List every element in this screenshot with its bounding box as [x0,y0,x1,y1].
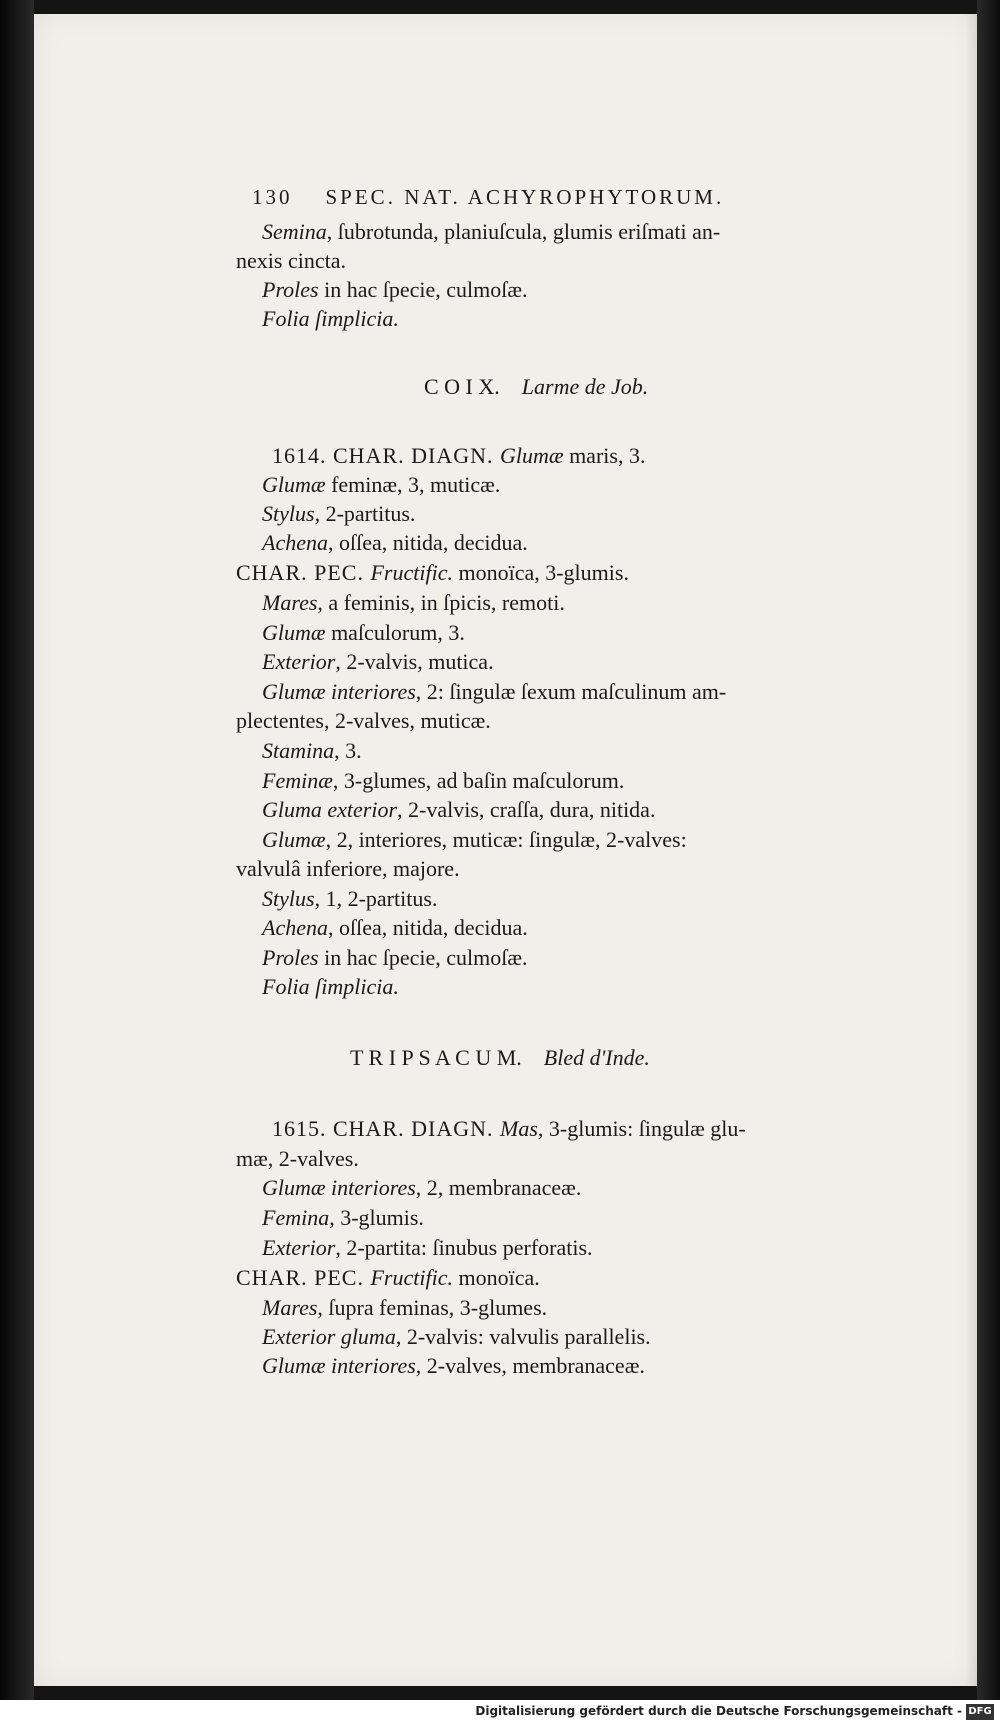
term: Exterior [262,1235,336,1260]
text-line [236,855,460,883]
text-line [262,678,726,706]
entry-lead: CHAR. PEC. [236,1265,371,1290]
text: plectentes, 2-valves, muticæ. [236,708,491,733]
text-line [262,885,437,913]
entry-lead: 1615. CHAR. DIAGN. [272,1116,500,1141]
text-line [236,1145,359,1173]
term: Glumæ interiores [262,1353,416,1378]
text: mæ, 2-valves. [236,1146,359,1171]
text: monoïca. [452,1265,540,1290]
text: nexis cincta. [236,248,346,273]
text: , ſubrotunda, planiuſcula, glumis eriſmati an- [326,219,721,244]
digitization-footer [0,1700,1000,1727]
genus-name: C O I X. [424,374,500,399]
text: maris, 3. [563,443,646,468]
text: , oſſea, nitida, decidua. [327,915,528,940]
text-line [262,1174,581,1202]
text: valvulâ inferiore, majore. [236,856,460,881]
genus-name: T R I P S A C U M. [350,1045,522,1070]
text-line [262,737,362,765]
genus-heading-tripsacum [350,1044,650,1072]
text-line [262,1352,645,1380]
term: Mares [262,590,318,615]
footer-credit: Digitalisierung gefördert durch die Deutsche Forschungsgemeinschaft - [475,1704,962,1718]
genus-heading-coix [424,373,648,401]
text: , 1, 2-partitus. [314,886,438,911]
text-line [262,973,399,1001]
text-line [262,796,655,824]
vernacular-name: Bled d'Inde. [543,1045,650,1070]
term: Stylus [262,501,315,526]
text-line [272,1115,746,1143]
text: , ſupra feminas, 3-glumes. [317,1295,548,1320]
text-line [236,559,629,587]
text-line [262,914,528,942]
text: , 2-valvis: valvulis parallelis. [395,1324,651,1349]
text: , 2-valves, membranaceæ. [415,1353,645,1378]
text: maſculorum, 3. [325,620,465,645]
term: Glumæ [500,443,564,468]
text-line [236,707,491,735]
text-line [272,442,645,470]
text: , 2, interiores, muticæ: ſingulæ, 2-valves: [325,827,687,852]
dfg-logo: DFG [966,1704,994,1720]
term: Stamina [262,738,335,763]
term: Glumæ [262,620,326,645]
text-line [262,1294,547,1322]
term: Exterior [262,649,336,674]
scan-left-edge [0,0,34,1700]
text-line [262,1204,424,1232]
term: Achena [262,530,328,555]
text: , 2, membranaceæ. [415,1175,582,1200]
text: , 2: ſingulæ ſexum maſculinum am- [415,679,727,704]
text-line [236,247,346,275]
text-line [262,589,565,617]
term: Proles [262,945,319,970]
text: in hac ſpecie, culmoſæ. [318,945,528,970]
text-line [262,471,500,499]
term: Femina [262,1205,330,1230]
term: Mas [500,1116,538,1141]
text: , 2-partita: ſinubus perforatis. [335,1235,593,1260]
text: feminæ, 3, muticæ. [325,472,501,497]
text-line [262,648,494,676]
text-line [262,619,465,647]
book-page [34,14,977,1686]
text: , 2-valvis, mutica. [335,649,494,674]
term: Fructific. [370,560,453,585]
running-head [252,183,724,211]
term: Glumæ interiores [262,679,416,704]
text: , a feminis, in ſpicis, remoti. [317,590,565,615]
term: Gluma exterior [262,797,398,822]
text: , 3-glumis: ſingulæ glu- [537,1116,746,1141]
term: Folia ſimplicia. [262,974,399,999]
scan-right-edge [977,0,1000,1700]
entry-lead: 1614. CHAR. DIAGN. [272,443,500,468]
text-line [262,826,687,854]
term: Glumæ [262,472,326,497]
text: , oſſea, nitida, decidua. [327,530,528,555]
text: , 2-valvis, craſſa, dura, nitida. [397,797,656,822]
text: monoïca, 3-glumis. [452,560,629,585]
text: in hac ſpecie, culmoſæ. [318,277,528,302]
text-line [262,767,624,795]
term: Stylus [262,886,315,911]
running-title: SPEC. NAT. ACHYROPHYTORUM. [325,185,725,209]
text: , 3-glumis. [329,1205,424,1230]
text: , 3-glumes, ad baſin maſculorum. [332,768,625,793]
entry-lead: CHAR. PEC. [236,560,371,585]
term: Fructific. [370,1265,453,1290]
term: Mares [262,1295,318,1320]
text-line [262,944,528,972]
text: , 2-partitus. [314,501,416,526]
term: Achena [262,915,328,940]
text: , 3. [334,738,362,763]
term: Exterior gluma [262,1324,396,1349]
term: Glumæ [262,827,326,852]
term: Semina [262,219,327,244]
text-line [262,276,528,304]
text-line [262,529,528,557]
text-line [262,305,399,333]
term: Folia ſimplicia. [262,306,399,331]
vernacular-name: Larme de Job. [521,374,649,399]
page-number: 130 [252,185,293,209]
term: Proles [262,277,319,302]
term: Glumæ interiores [262,1175,416,1200]
text-line [236,1264,540,1292]
text-line [262,218,720,246]
text-line [262,500,415,528]
text-line [262,1323,651,1351]
page-crease [965,14,977,1686]
term: Feminæ [262,768,333,793]
text-line [262,1234,593,1262]
